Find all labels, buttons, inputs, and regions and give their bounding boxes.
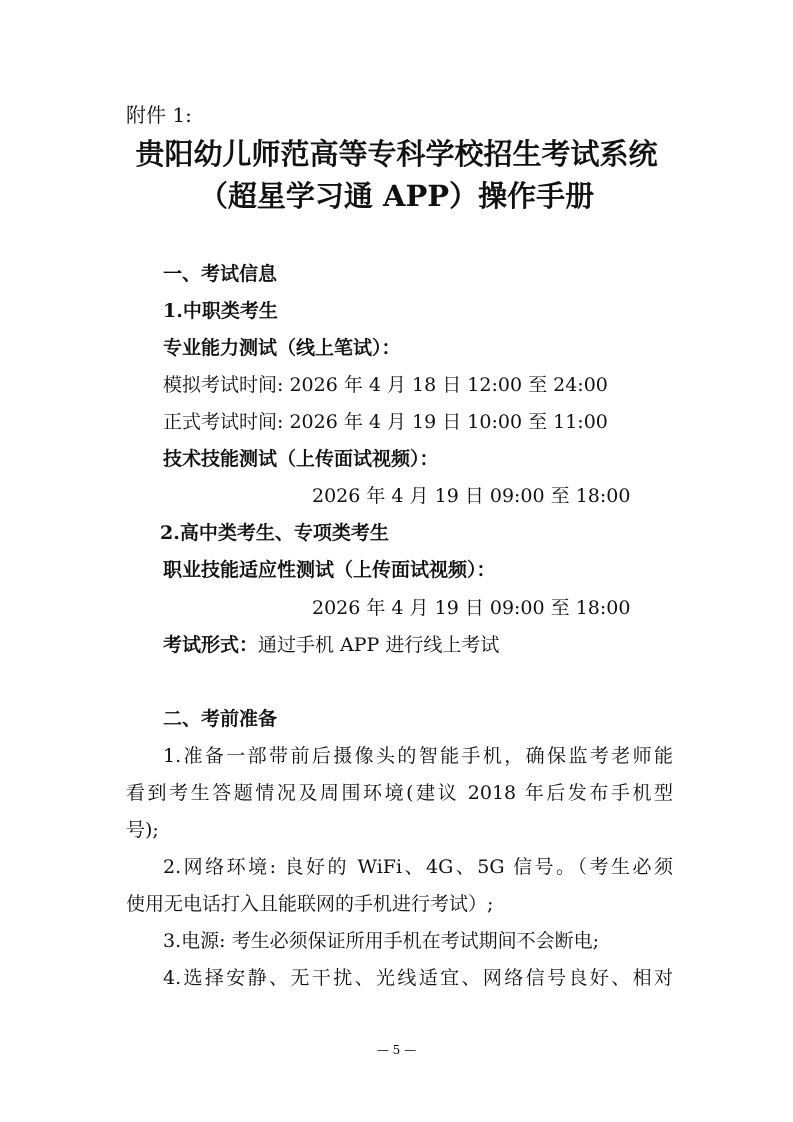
subsection-highschool: 2.高中类考生、专项类考生 <box>160 522 389 544</box>
exam-form-label: 考试形式： <box>163 634 259 656</box>
prep-item4-line1: 4.选择安静、无干扰、光线适宜、网络信号良好、相对 <box>163 967 673 989</box>
prep-item3: 3.电源: 考生必须保证所用手机在考试期间不会断电; <box>163 930 599 952</box>
prep-item1-line3: 号); <box>126 819 159 841</box>
subsection-vocational: 1.中职类考生 <box>163 300 278 322</box>
exam-form-value: 通过手机 APP 进行线上考试 <box>258 634 500 656</box>
prep-item2-line2: 使用无电话打入且能联网的手机进行考试）; <box>126 893 494 915</box>
prep-item2-line1: 2.网络环境: 良好的 WiFi、4G、5G 信号。（考生必须 <box>163 856 673 878</box>
exam-form-line <box>163 633 499 657</box>
document-title-line2: （超星学习通 APP）操作手册 <box>198 179 595 213</box>
formal-exam-time: 正式考试时间: 2026 年 4 月 19 日 10:00 至 11:00 <box>163 411 608 433</box>
attachment-label: 附件 1: <box>126 103 192 127</box>
skill-test-label: 技术技能测试（上传面试视频）： <box>163 448 439 470</box>
skill-test-time: 2026 年 4 月 19 日 09:00 至 18:00 <box>312 485 631 507</box>
ability-test-label: 专业能力测试（线上笔试）： <box>163 337 401 359</box>
adapt-test-label: 职业技能适应性测试（上传面试视频）： <box>163 559 496 581</box>
section1-heading: 一、考试信息 <box>163 263 278 285</box>
page-number: — 5 — <box>376 1043 417 1057</box>
document-title-line1: 贵阳幼儿师范高等专科学校招生考试系统 <box>135 137 658 171</box>
prep-item1-line2: 看到考生答题情况及周围环境(建议 2018 年后发布手机型 <box>126 782 673 804</box>
mock-exam-time: 模拟考试时间: 2026 年 4 月 18 日 12:00 至 24:00 <box>163 374 608 396</box>
section2-heading: 二、考前准备 <box>163 708 278 730</box>
adapt-test-time: 2026 年 4 月 19 日 09:00 至 18:00 <box>312 597 631 619</box>
prep-item1-line1: 1.准备一部带前后摄像头的智能手机，确保监考老师能 <box>163 745 673 767</box>
